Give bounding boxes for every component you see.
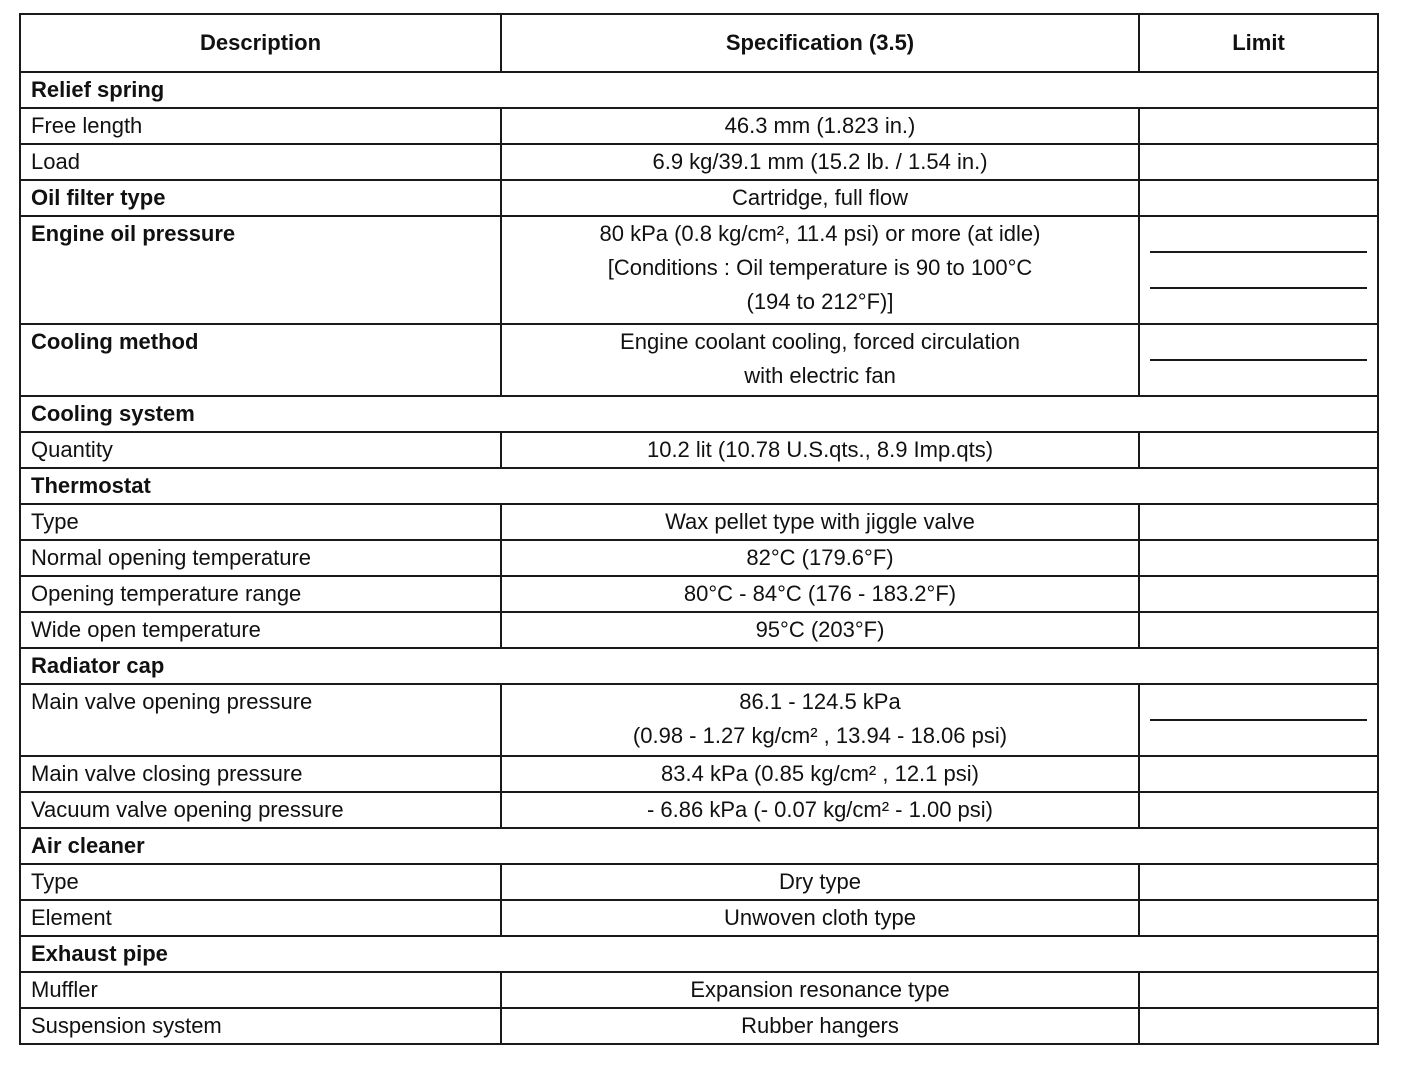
section-row <box>20 936 1378 972</box>
table-row <box>20 972 1378 1008</box>
table-row <box>20 864 1378 900</box>
spec-line: - 6.86 kPa (- 0.07 kg/cm² - 1.00 psi) <box>646 797 994 822</box>
section-label: Radiator cap <box>20 648 1378 684</box>
table-row <box>20 540 1378 576</box>
spec-line: Cartridge, full flow <box>731 185 909 210</box>
spec-body <box>20 72 1378 1044</box>
section-label: Exhaust pipe <box>20 936 1378 972</box>
row-limit <box>1139 792 1378 828</box>
row-description: Oil filter type <box>20 180 501 216</box>
table-row <box>20 144 1378 180</box>
row-limit <box>1139 180 1378 216</box>
header-row <box>20 14 1378 72</box>
row-limit <box>1139 108 1378 144</box>
spec-line: (194 to 212°F)] <box>746 289 894 314</box>
row-specification <box>501 504 1139 540</box>
row-limit <box>1139 612 1378 648</box>
row-specification <box>501 108 1139 144</box>
row-description: Suspension system <box>20 1008 501 1044</box>
limit-cell <box>1150 287 1367 323</box>
spec-line: 80°C - 84°C (176 - 183.2°F) <box>683 581 957 606</box>
spec-line: 82°C (179.6°F) <box>746 545 894 570</box>
row-description: Type <box>20 864 501 900</box>
spec-line: (0.98 - 1.27 kg/cm² , 13.94 - 18.06 psi) <box>632 723 1008 748</box>
row-description: Wide open temperature <box>20 612 501 648</box>
table-row <box>20 756 1378 792</box>
limit-cell <box>1150 685 1367 719</box>
spec-line: 95°C (203°F) <box>755 617 885 642</box>
table-row <box>20 216 1378 324</box>
table-row <box>20 792 1378 828</box>
row-specification <box>501 144 1139 180</box>
spec-line: 80 kPa (0.8 kg/cm², 11.4 psi) or more (at idle) <box>599 221 1041 246</box>
limit-cell <box>1150 181 1367 215</box>
limit-cell <box>1150 1009 1367 1043</box>
table-row <box>20 900 1378 936</box>
spec-line: 6.9 kg/39.1 mm (15.2 lb. / 1.54 in.) <box>652 149 988 174</box>
table-row <box>20 612 1378 648</box>
row-limit <box>1139 540 1378 576</box>
row-specification <box>501 792 1139 828</box>
section-row <box>20 468 1378 504</box>
limit-cell <box>1150 901 1367 935</box>
table-row <box>20 684 1378 756</box>
limit-cell <box>1150 719 1367 755</box>
row-description: Normal opening temperature <box>20 540 501 576</box>
section-label: Air cleaner <box>20 828 1378 864</box>
row-specification <box>501 576 1139 612</box>
row-description: Muffler <box>20 972 501 1008</box>
row-limit <box>1139 756 1378 792</box>
limit-cell <box>1150 577 1367 611</box>
row-limit <box>1139 216 1378 324</box>
row-description: Vacuum valve opening pressure <box>20 792 501 828</box>
row-limit <box>1139 576 1378 612</box>
row-specification <box>501 972 1139 1008</box>
row-specification <box>501 1008 1139 1044</box>
limit-cell <box>1150 217 1367 251</box>
row-specification <box>501 432 1139 468</box>
limit-cell <box>1150 541 1367 575</box>
row-specification <box>501 900 1139 936</box>
section-label: Cooling system <box>20 396 1378 432</box>
row-limit <box>1139 900 1378 936</box>
spec-line: [Conditions : Oil temperature is 90 to 100°C <box>607 255 1033 280</box>
header-specification: Specification (3.5) <box>501 14 1139 72</box>
row-specification <box>501 324 1139 396</box>
row-limit <box>1139 324 1378 396</box>
row-limit <box>1139 684 1378 756</box>
spec-line: Rubber hangers <box>741 1013 899 1038</box>
table-row <box>20 432 1378 468</box>
table-row <box>20 324 1378 396</box>
table-row <box>20 1008 1378 1044</box>
section-label: Thermostat <box>20 468 1378 504</box>
row-description: Type <box>20 504 501 540</box>
spec-line: 10.2 lit (10.78 U.S.qts., 8.9 Imp.qts) <box>646 437 994 462</box>
table-row <box>20 504 1378 540</box>
limit-cell <box>1150 251 1367 287</box>
header-limit: Limit <box>1139 14 1378 72</box>
limit-cell <box>1150 433 1367 467</box>
limit-cell <box>1150 359 1367 395</box>
spec-line: with electric fan <box>744 363 896 388</box>
spec-line: 83.4 kPa (0.85 kg/cm² , 12.1 psi) <box>661 761 979 786</box>
spec-line: 46.3 mm (1.823 in.) <box>724 113 916 138</box>
row-specification <box>501 180 1139 216</box>
row-description: Element <box>20 900 501 936</box>
row-specification <box>501 756 1139 792</box>
section-row <box>20 648 1378 684</box>
section-row <box>20 72 1378 108</box>
row-specification <box>501 612 1139 648</box>
row-description: Main valve opening pressure <box>20 684 501 756</box>
limit-cell <box>1150 793 1367 827</box>
row-limit <box>1139 972 1378 1008</box>
table-row <box>20 576 1378 612</box>
row-limit <box>1139 432 1378 468</box>
table-row <box>20 108 1378 144</box>
spec-line: 86.1 - 124.5 kPa <box>739 689 901 714</box>
limit-cell <box>1150 325 1367 359</box>
section-row <box>20 828 1378 864</box>
row-limit <box>1139 144 1378 180</box>
row-description: Quantity <box>20 432 501 468</box>
spec-line: Dry type <box>779 869 861 894</box>
header-description: Description <box>20 14 501 72</box>
limit-cell <box>1150 865 1367 899</box>
limit-cell <box>1150 505 1367 539</box>
limit-cell <box>1150 613 1367 647</box>
limit-cell <box>1150 757 1367 791</box>
table-row <box>20 180 1378 216</box>
row-limit <box>1139 504 1378 540</box>
row-description: Engine oil pressure <box>20 216 501 324</box>
section-row <box>20 396 1378 432</box>
spec-line: Wax pellet type with jiggle valve <box>665 509 975 534</box>
row-specification <box>501 540 1139 576</box>
limit-cell <box>1150 145 1367 179</box>
row-description: Free length <box>20 108 501 144</box>
spec-line: Unwoven cloth type <box>724 905 916 930</box>
section-label: Relief spring <box>20 72 1378 108</box>
limit-cell <box>1150 973 1367 1007</box>
row-description: Load <box>20 144 501 180</box>
row-description: Cooling method <box>20 324 501 396</box>
spec-table <box>19 13 1379 1045</box>
row-specification <box>501 216 1139 324</box>
limit-cell <box>1150 109 1367 143</box>
row-description: Opening temperature range <box>20 576 501 612</box>
row-limit <box>1139 864 1378 900</box>
row-specification <box>501 864 1139 900</box>
row-limit <box>1139 1008 1378 1044</box>
row-specification <box>501 684 1139 756</box>
spec-line: Engine coolant cooling, forced circulation <box>620 329 1020 354</box>
row-description: Main valve closing pressure <box>20 756 501 792</box>
spec-line: Expansion resonance type <box>690 977 950 1002</box>
